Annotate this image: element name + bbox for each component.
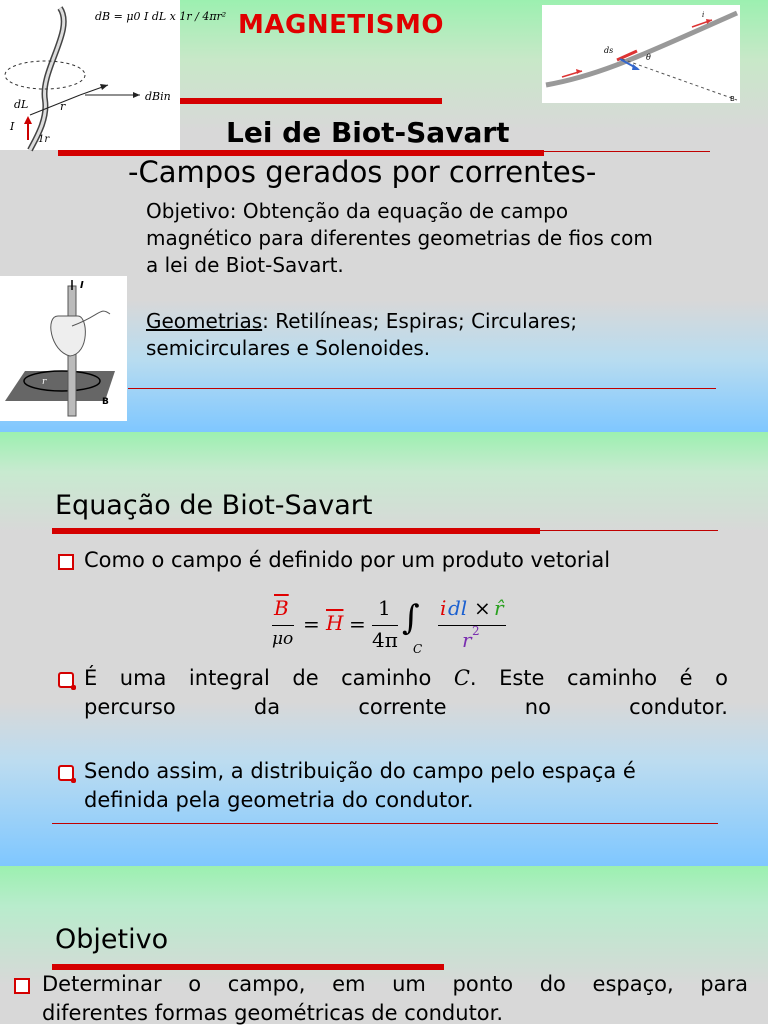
bullet-path-integral	[58, 664, 728, 722]
eq-h-vector: $\overline{H}$	[326, 611, 344, 635]
wire-field-figure	[0, 0, 227, 150]
svg-text:r: r	[42, 377, 47, 387]
section-heading: Lei de Biot-Savart	[226, 116, 510, 149]
title-underline-bar	[180, 98, 442, 104]
geometries-paragraph	[146, 308, 746, 362]
heading-line	[540, 530, 718, 531]
svg-text:B: B	[102, 397, 109, 407]
heading-bar	[52, 528, 540, 534]
svg-text:I: I	[80, 280, 84, 291]
svg-text:dL: dL	[14, 98, 29, 111]
geometries-list-1: : Retilíneas; Espiras; Circulares;	[262, 309, 578, 333]
bullet-line-1: É uma integral de caminho C. Este caminho é o	[84, 666, 728, 690]
bottom-divider	[52, 823, 718, 824]
bottom-divider	[128, 388, 716, 389]
bullet-line-2: percurso da corrente no condutor.	[84, 695, 728, 719]
svg-text:r: r	[60, 100, 66, 113]
eq-integral: ∫	[402, 598, 420, 638]
eq-integral-sub: C	[413, 642, 423, 656]
biot-savart-equation: $\overline{B}$ μo = $\overline{H}$ = 1 4π ∫ C i dl × r̂ r 2	[270, 594, 520, 664]
checkbox-bullet-icon	[58, 765, 74, 781]
objective-line-3: a lei de Biot-Savart.	[146, 253, 344, 277]
svg-text:ds: ds	[604, 46, 614, 55]
right-hand-rule-figure	[0, 276, 127, 421]
eq-fraction-bar-2	[372, 625, 398, 626]
segment-field-figure	[542, 5, 740, 103]
svg-text:i: i	[702, 11, 705, 19]
svg-text:I: I	[10, 120, 15, 133]
geometries-label: Geometrias	[146, 309, 263, 333]
objective-line-1: Objetivo: Obtenção da equação de campo	[146, 199, 569, 223]
svg-text:θ: θ	[646, 53, 651, 62]
objective-line-2: magnético para diferentes geometrias de fios com	[146, 226, 653, 250]
objective-paragraph	[146, 198, 746, 279]
square-bullet-icon	[14, 978, 30, 994]
wire-diagram	[0, 0, 227, 150]
eq-mu-zero: μo	[272, 629, 294, 649]
segment-diagram	[542, 5, 740, 103]
eq-fraction-bar-1	[272, 625, 294, 626]
bullet-line-1: Determinar o campo, em um ponto do espaço, para	[42, 972, 748, 996]
bullet-line-1: Sendo assim, a distribuição do campo pelo espaça é	[84, 759, 636, 783]
square-bullet-icon	[58, 554, 74, 570]
slide-biot-savart-equation	[0, 432, 768, 866]
bullet-cross-product	[58, 546, 738, 575]
bullet-text: Como o campo é definido por um produto vetorial	[84, 548, 611, 572]
svg-text:B: B	[730, 95, 735, 103]
bullet-objective	[14, 970, 748, 1028]
bullet-line-2: definida pela geometria do condutor.	[84, 788, 474, 812]
slide-objective	[0, 866, 768, 1024]
section-heading: Equação de Biot-Savart	[55, 490, 373, 521]
bullet-line-2: diferentes formas geométricas de condutor.	[42, 1001, 504, 1025]
eq-b-vector: $\overline{B}$	[274, 596, 289, 620]
svg-text:dBin: dBin	[145, 90, 171, 103]
slide-title: MAGNETISMO	[238, 10, 444, 40]
svg-text:1r: 1r	[38, 134, 50, 145]
figure-formula: dB = μ0 I dL x 1r / 4πr²	[95, 10, 227, 23]
checkbox-bullet-icon	[58, 672, 74, 688]
section-heading: Objetivo	[55, 924, 169, 955]
bullet-geometry	[58, 757, 738, 815]
slide-biot-savart-intro	[0, 0, 768, 432]
hand-rule-diagram	[0, 276, 127, 421]
heading-line	[544, 151, 710, 152]
geometries-list-2: semicirculares e Solenoides.	[146, 336, 431, 360]
subtitle: -Campos gerados por correntes-	[128, 155, 597, 189]
